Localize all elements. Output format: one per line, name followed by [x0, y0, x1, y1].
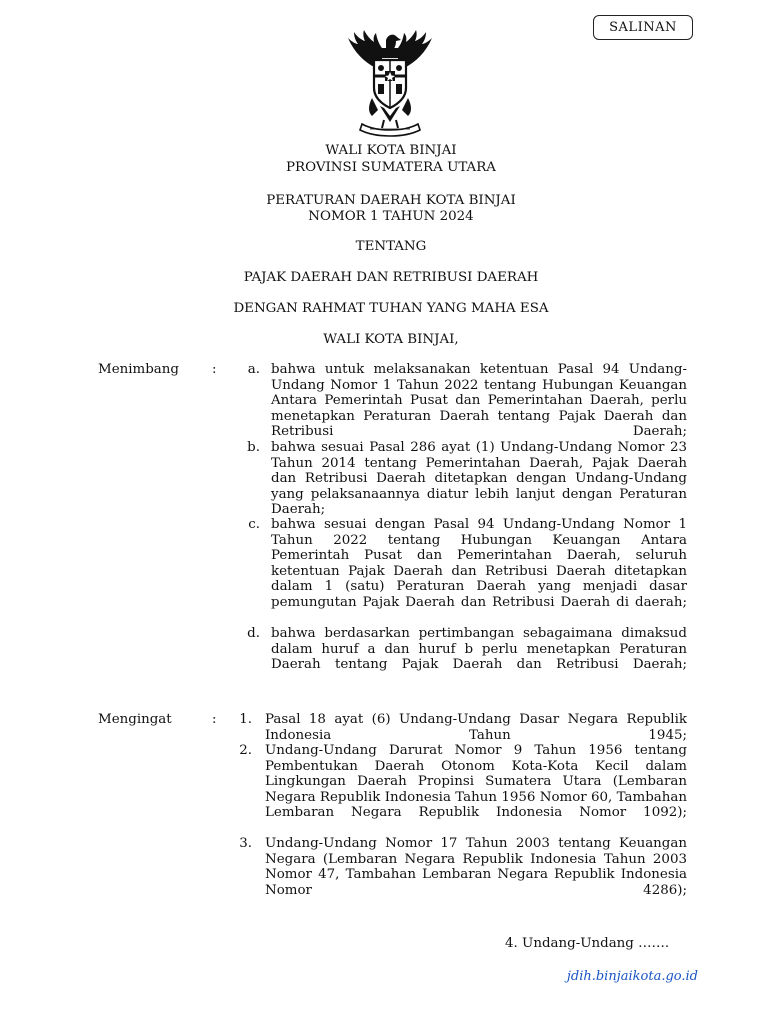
menimbang-item-c: bahwa sesuai dengan Pasal 94 Undang-Undang Nomor 1 Tahun 2022 tentang Hubungan Keuangan Antara Pemerintah Pusat dan Pemerintahan Daerah, seluruh ketentuan Pajak Daerah dan Retribusi Daerah ditetapkan dalam 1 (satu) Peraturan Daerah yang menjadi dasar pemungutan Pajak Daerah dan Retribusi Daerah di daerah; [271, 517, 687, 610]
header-line-2: PROVINSI SUMATERA UTARA [286, 160, 496, 175]
jdih-link[interactable]: jdih.binjaikota.go.id [566, 969, 698, 984]
official-title: WALI KOTA BINJAI, [323, 332, 459, 347]
menimbang-mark-d: d. [247, 626, 260, 641]
salinan-stamp: SALINAN [593, 15, 693, 40]
mengingat-item-3: Undang-Undang Nomor 17 Tahun 2003 tentang Keuangan Negara (Lembaran Negara Republik Indonesia Tahun 2003 Nomor 47, Tambahan Lembaran Negara Republik Indonesia Nomor 4286); [265, 836, 687, 898]
rahmat-line: DENGAN RAHMAT TUHAN YANG MAHA ESA [233, 301, 549, 316]
menimbang-item-a: bahwa untuk melaksanakan ketentuan Pasal 94 Undang-Undang Nomor 1 Tahun 2022 tentang Hubungan Keuangan Antara Pemerintah Pusat dan Pemerintahan Daerah, perlu menetapkan Peraturan Daerah tentang Pajak Daerah dan Retribusi Daerah; [271, 362, 687, 440]
regulation-subject: PAJAK DAERAH DAN RETRIBUSI DAERAH [243, 270, 539, 285]
tentang-heading: TENTANG [355, 239, 427, 254]
header-line-1: WALI KOTA BINJAI [325, 143, 457, 158]
menimbang-item-b: bahwa sesuai Pasal 286 ayat (1) Undang-Undang Nomor 23 Tahun 2014 tentang Pemerintahan Daerah, Pajak Daerah dan Retribusi Daerah ditetapkan dengan Undang-Undang yang pelaksanaannya diatur lebih lanjut dengan Peraturan Daerah; [271, 440, 687, 518]
menimbang-label: Menimbang [98, 362, 179, 377]
menimbang-mark-b: b. [247, 440, 260, 455]
mengingat-mark-1: 1. [239, 712, 252, 727]
menimbang-mark-c: c. [248, 517, 260, 532]
mengingat-item-2: Undang-Undang Darurat Nomor 9 Tahun 1956 tentang Pembentukan Daerah Otonom Kota-Kota Kecil dalam Lingkungan Daerah Propinsi Sumatera Utara (Lembaran Negara Republik Indonesia Tahun 1956 Nomor 60, Tambahan Lembaran Negara Republik Indonesia Nomor 1092); [265, 743, 687, 821]
menimbang-mark-a: a. [247, 362, 260, 377]
regulation-number: NOMOR 1 TAHUN 2024 [308, 209, 474, 224]
mengingat-label: Mengingat [98, 712, 172, 727]
mengingat-colon: : [212, 712, 217, 727]
menimbang-colon: : [212, 362, 217, 377]
regulation-title: PERATURAN DAERAH KOTA BINJAI [266, 193, 516, 208]
next-page-continuation: 4. Undang-Undang ……. [505, 936, 670, 951]
mengingat-item-1: Pasal 18 ayat (6) Undang-Undang Dasar Negara Republik Indonesia Tahun 1945; [265, 712, 687, 743]
menimbang-item-d: bahwa berdasarkan pertimbangan sebagaimana dimaksud dalam huruf a dan huruf b perlu menetapkan Peraturan Daerah tentang Pajak Daerah dan Retribusi Daerah; [271, 626, 687, 673]
mengingat-mark-2: 2. [239, 743, 252, 758]
mengingat-mark-3: 3. [239, 836, 252, 851]
garuda-emblem-icon [328, 28, 452, 140]
